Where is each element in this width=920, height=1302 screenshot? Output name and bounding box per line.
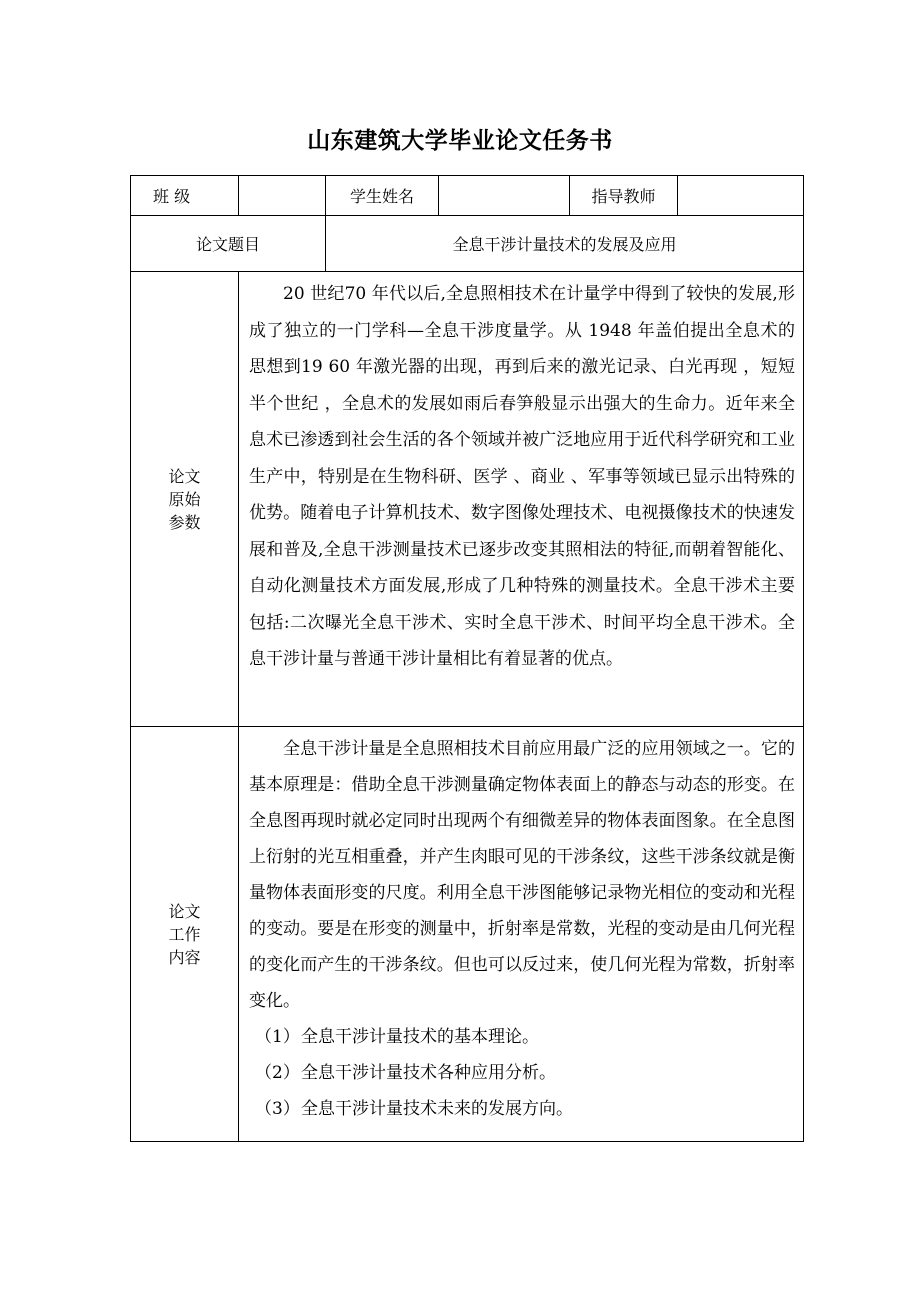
list-item-number: （2） (255, 1063, 300, 1083)
document-title: 山东建筑大学毕业论文任务书 (307, 128, 613, 154)
list-item-text: 全息干涉计量技术的基本理论。 (301, 1027, 539, 1047)
advisor-label: 指导教师 (570, 176, 678, 216)
work-content (239, 727, 804, 1142)
params-row (131, 272, 804, 727)
work-paragraph: 全息干涉计量是全息照相技术目前应用最广泛的应用领域之一。它的基本原理是：借助全息干涉测量确定物体表面上的静态与动态的形变。在全息图再现时就必定同时出现两个有细微差异的物体表面图象。在全息图上衍射的光互相重叠，并产生肉眼可见的干涉条纹，这些干涉条纹就是衡量物体表面形变的尺度。利用全息干涉图能够记录物光相位的变动和光程的变动。要是在形变的测量中，折射率是常数，光程的变动是由几何光程的变化而产生的干涉条纹。但也可以反过来，使几何光程为常数，折射率变化。 (249, 739, 795, 1011)
student-name-field[interactable] (439, 176, 570, 216)
list-item-number: （1） (255, 1027, 300, 1047)
params-label-line: 参数 (168, 512, 201, 532)
list-item (249, 1091, 795, 1127)
work-label-line: 工作 (168, 924, 201, 944)
work-label (131, 727, 239, 1142)
topic-row (131, 216, 804, 272)
params-paragraph: 20 世纪70 年代以后,全息照相技术在计量学中得到了较快的发展,形成了独立的一门学科—全息干涉度量学。从 1948 年盖伯提出全息术的思想到19 60 年激光器的出现，再到后来的激光记录、白光再现 ，短短半个世纪 ，全息术的发展如雨后春笋般显示出强大的生命力。近年来全息术已渗透到社会生活的各个领域并被广泛地应用于近代科学研究和工业生产中，特别是在生物科研、医学 、商业 、军事等领域已显示出特殊的优势。随着电子计算机技术、数字图像处理技术、电视摄像技术的快速发展和普及,全息干涉测量技术已逐步改变其照相法的特征,而朝着智能化、自动化测量技术方面发展,形成了几种特殊的测量技术。全息干涉术主要包括:二次曝光全息干涉术、实时全息干涉术、时间平均全息干涉术。全息干涉计量与普通干涉计量相比有着显著的优点。 (249, 284, 795, 669)
work-label-line: 内容 (168, 947, 201, 967)
list-item-number: （3） (255, 1099, 300, 1119)
student-name-label: 学生姓名 (326, 176, 439, 216)
list-item (249, 1055, 795, 1091)
topic-label: 论文题目 (131, 216, 326, 272)
params-label (131, 272, 239, 727)
params-content (239, 272, 804, 727)
work-row (131, 727, 804, 1142)
work-item-list (249, 1019, 795, 1127)
advisor-field[interactable] (678, 176, 804, 216)
task-form-table (130, 175, 804, 1142)
class-label: 班 级 (131, 176, 239, 216)
header-row (131, 176, 804, 216)
params-label-line: 论文 (168, 466, 201, 486)
list-item-text: 全息干涉计量技术未来的发展方向。 (301, 1099, 573, 1119)
topic-value: 全息干涉计量技术的发展及应用 (326, 216, 804, 272)
params-label-line: 原始 (168, 489, 201, 509)
list-item (249, 1019, 795, 1055)
work-label-line: 论文 (168, 901, 201, 921)
list-item-text: 全息干涉计量技术各种应用分析。 (301, 1063, 556, 1083)
class-value-field[interactable] (239, 176, 326, 216)
